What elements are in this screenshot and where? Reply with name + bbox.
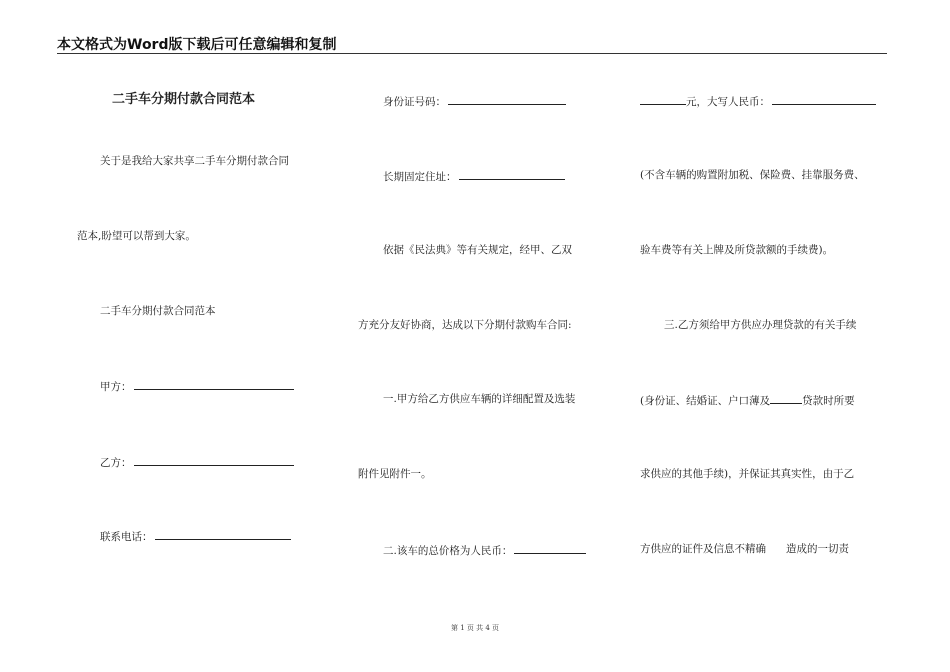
section-subtitle: 二手车分期付款合同范本 bbox=[100, 305, 216, 317]
address-label: 长期固定住址： bbox=[383, 171, 457, 183]
document-header: 本文格式为Word版下载后可任意编辑和复制 bbox=[57, 37, 337, 53]
party-a-label: 甲方： bbox=[100, 381, 132, 393]
amount-words-blank bbox=[772, 93, 876, 105]
document-blank bbox=[770, 392, 802, 404]
total-price-blank bbox=[514, 542, 586, 554]
address-field bbox=[383, 168, 565, 184]
document-title: 二手车分期付款合同范本 bbox=[112, 92, 256, 107]
party-a-field bbox=[100, 378, 294, 394]
clause-3-line-3: 求供应的其他手续)，并保证其真实性，由于乙 bbox=[640, 468, 855, 480]
total-price-field bbox=[383, 542, 586, 558]
header-divider bbox=[57, 53, 887, 54]
amount-field bbox=[640, 93, 876, 109]
exclusion-line-1: (不含车辆的购置附加税、保险费、挂靠服务费、 bbox=[640, 169, 865, 181]
party-b-label: 乙方： bbox=[100, 457, 132, 469]
clause-3-text-a: (身份证、结婚证、户口薄及 bbox=[640, 395, 771, 407]
clause-3-line-2 bbox=[640, 392, 855, 408]
id-number-field bbox=[383, 93, 566, 109]
clause-3-line-1: 三.乙方须给甲方供应办理贷款的有关手续 bbox=[664, 319, 857, 331]
clause-3-line-4: 方供应的证件及信息不精确 造成的一切责 bbox=[640, 543, 850, 555]
phone-field bbox=[100, 528, 291, 544]
id-number-label: 身份证号码： bbox=[383, 96, 446, 108]
exclusion-line-2: 验车费等有关上牌及所贷款额的手续费)。 bbox=[640, 244, 834, 256]
clause-1-line-2: 附件见附件一。 bbox=[358, 468, 432, 480]
phone-label: 联系电话： bbox=[100, 531, 153, 543]
intro-line-2: 范本,盼望可以帮到大家。 bbox=[77, 230, 196, 242]
clause-1-line-1: 一.甲方给乙方供应车辆的详细配置及选装 bbox=[383, 393, 576, 405]
phone-blank bbox=[155, 528, 291, 540]
basis-line-1: 依据《民法典》等有关规定，经甲、乙双 bbox=[383, 244, 572, 256]
amount-label: 元，大写人民币： bbox=[686, 96, 770, 108]
basis-line-2: 方充分友好协商，达成以下分期付款购车合同: bbox=[358, 319, 572, 331]
intro-line-1: 关于是我给大家共享二手车分期付款合同 bbox=[100, 155, 289, 167]
party-b-field bbox=[100, 454, 294, 470]
clause-3-text-b: 贷款时所要 bbox=[802, 395, 855, 407]
address-blank bbox=[459, 168, 565, 180]
party-b-blank bbox=[134, 454, 294, 466]
id-number-blank bbox=[448, 93, 566, 105]
party-a-blank bbox=[134, 378, 294, 390]
page-footer: 第 1 页 共 4 页 bbox=[450, 624, 500, 632]
total-price-label: 二.该车的总价格为人民币： bbox=[383, 545, 513, 557]
amount-blank bbox=[640, 93, 686, 105]
